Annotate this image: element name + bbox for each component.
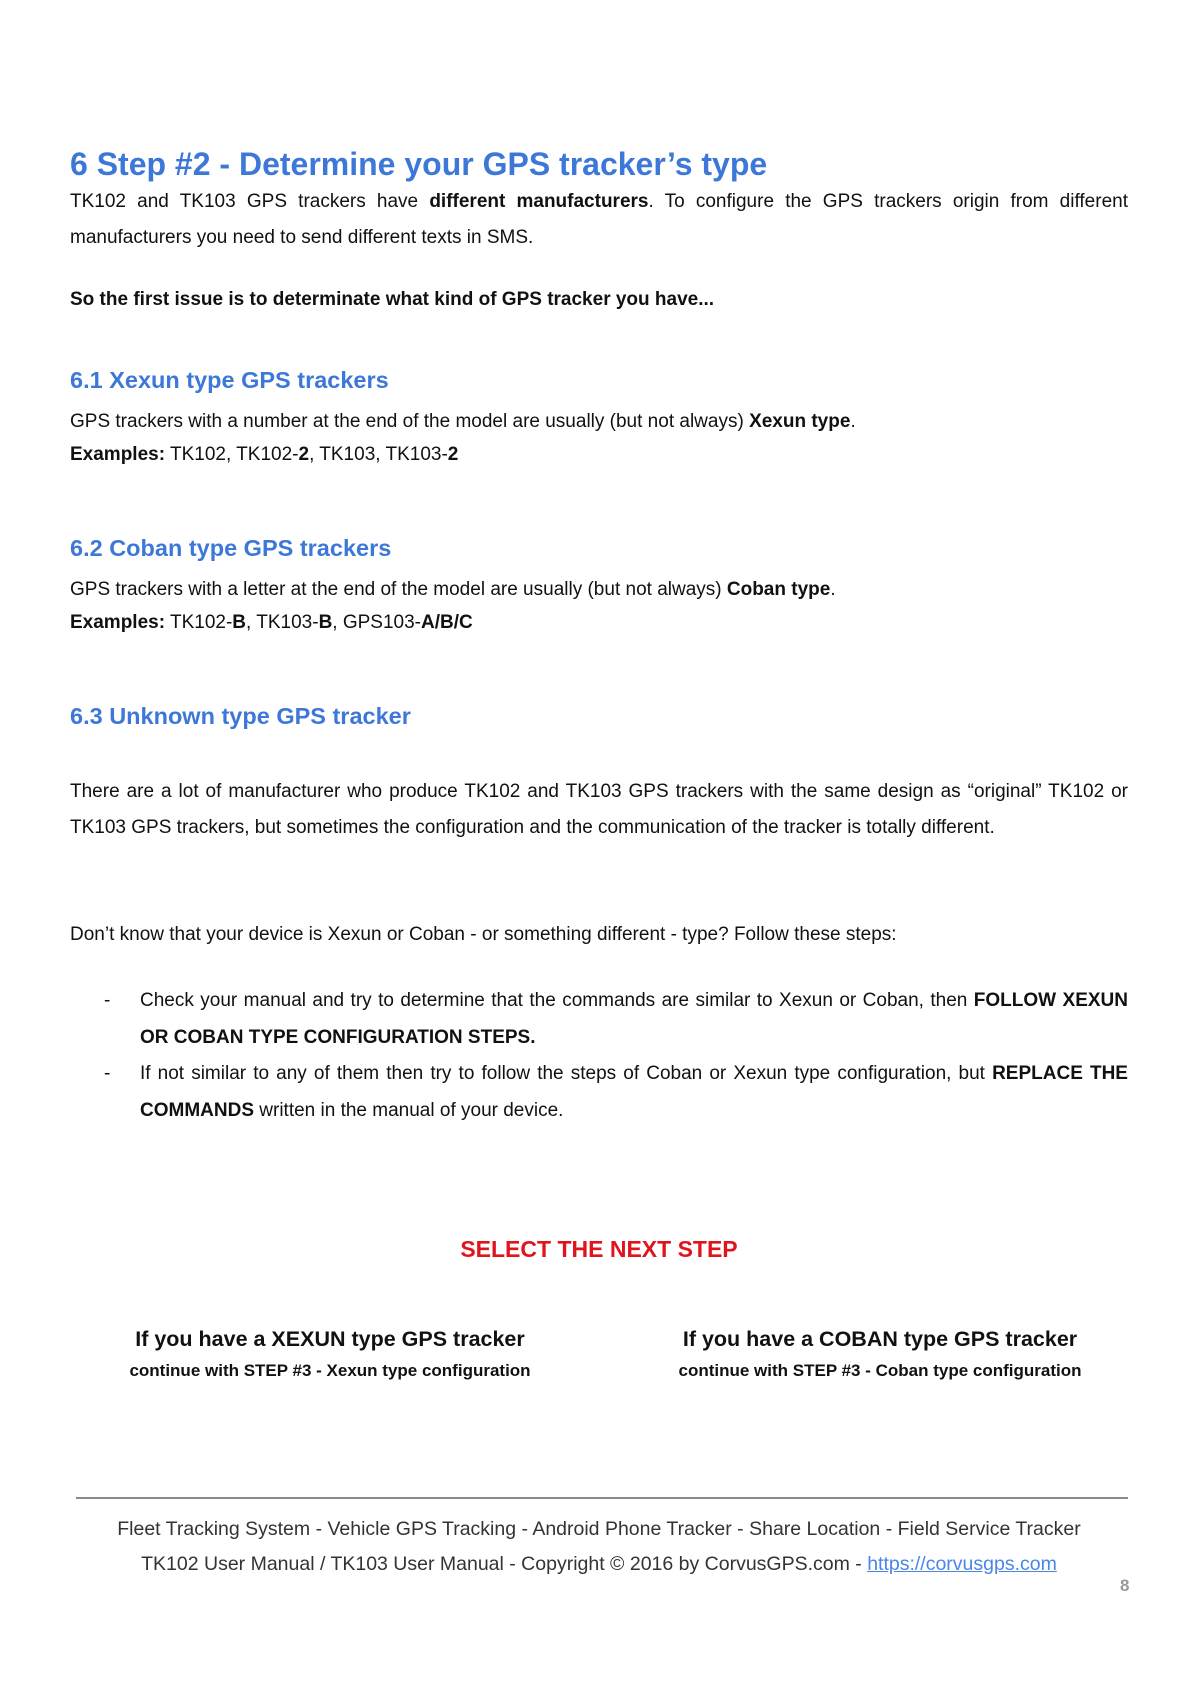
section-title-unknown: 6.3 Unknown type GPS tracker [70,703,411,729]
example-suffix: 2 [447,444,459,465]
xexun-type-emphasis: Xexun type [749,411,851,432]
unknown-instructions: Don’t know that your device is Xexun or Coban - or something different - type? Follow these steps: [70,924,897,945]
bullet-text: Check your manual and try to determine that the commands are similar to Xexun or Coban, then [140,990,974,1011]
footer-line-1: Fleet Tracking System - Vehicle GPS Tracking - Android Phone Tracker - Share Location - Field Service Tracker [117,1518,1081,1540]
coban-choice-title: If you have a COBAN type GPS tracker [682,1327,1078,1351]
example-text: TK102, TK102- [165,444,299,465]
bullet-emphasis: REPLACE THE COMMANDS [140,1063,1128,1121]
intro-paragraph [70,184,1128,255]
examples-label: Examples: [70,444,166,465]
bullet-dash: - [104,990,111,1011]
section-title-coban: 6.2 Coban type GPS trackers [70,535,392,561]
example-suffix: B [318,612,333,633]
intro-question: So the first issue is to determinate what kind of GPS tracker you have... [70,289,715,310]
example-text: , GPS103- [332,612,422,633]
footer-line-2 [70,1547,1128,1582]
examples-label: Examples: [70,612,166,633]
xexun-choice-title: If you have a XEXUN type GPS tracker [135,1327,525,1351]
xexun-continue-link[interactable]: continue with STEP #3 - Xexun type configuration [129,1361,531,1380]
bullet-text-end: written in the manual of your device. [254,1099,564,1121]
intro-text: TK102 and TK103 GPS trackers have [70,191,430,212]
intro-text-end: . To configure the GPS trackers origin from different manufacturers you need to send different texts in SMS. [70,191,1128,248]
footer-divider [76,1497,1128,1499]
bullet-dash: - [104,1063,111,1084]
unknown-description: There are a lot of manufacturer who produce TK102 and TK103 GPS trackers with the same design as “original” TK102 or TK103 GPS trackers, but sometimes the configuration and the communication of the tracker is totally different. [70,781,1128,838]
section-title-xexun: 6.1 Xexun type GPS trackers [70,367,389,393]
steps-list [70,983,1128,1129]
coban-text: GPS trackers with a letter at the end of the model are usually (but not always) [70,579,727,600]
example-text: , TK103, TK103- [309,444,448,465]
footer-copyright: TK102 User Manual / TK103 User Manual - Copyright © 2016 by CorvusGPS.com - [141,1553,868,1575]
xexun-description [70,404,1128,440]
example-suffix: B [232,612,247,633]
coban-description [70,572,1128,608]
xexun-text: GPS trackers with a number at the end of the model are usually (but not always) [70,411,750,432]
coban-continue-link[interactable]: continue with STEP #3 - Coban type configuration [678,1361,1082,1380]
example-text: , TK103- [246,612,319,633]
website-link[interactable]: https://corvusgps.com [867,1553,1057,1575]
next-step-heading: SELECT THE NEXT STEP [460,1236,738,1262]
example-suffix: 2 [298,444,310,465]
page-title: 6 Step #2 - Determine your GPS tracker’s type [70,146,768,182]
xexun-examples [70,437,1128,473]
list-item [70,1056,1128,1129]
bullet-emphasis: FOLLOW XEXUN OR COBAN TYPE CONFIGURATION STEPS. [140,990,1128,1048]
intro-emphasis: different manufacturers [429,191,649,212]
coban-text-end: . [830,579,836,600]
coban-examples [70,605,1128,641]
example-suffix: A/B/C [421,612,473,633]
xexun-next-step[interactable] [70,1324,590,1388]
bullet-text: If not similar to any of them then try to follow the steps of Coban or Xexun type configuration, but [140,1063,993,1084]
coban-type-emphasis: Coban type [726,579,831,600]
list-item [70,983,1128,1056]
xexun-text-end: . [850,411,856,432]
page-footer [70,1512,1128,1582]
page-number: 8 [1120,1576,1130,1595]
example-text: TK102- [165,612,233,633]
coban-next-step[interactable] [620,1324,1140,1388]
